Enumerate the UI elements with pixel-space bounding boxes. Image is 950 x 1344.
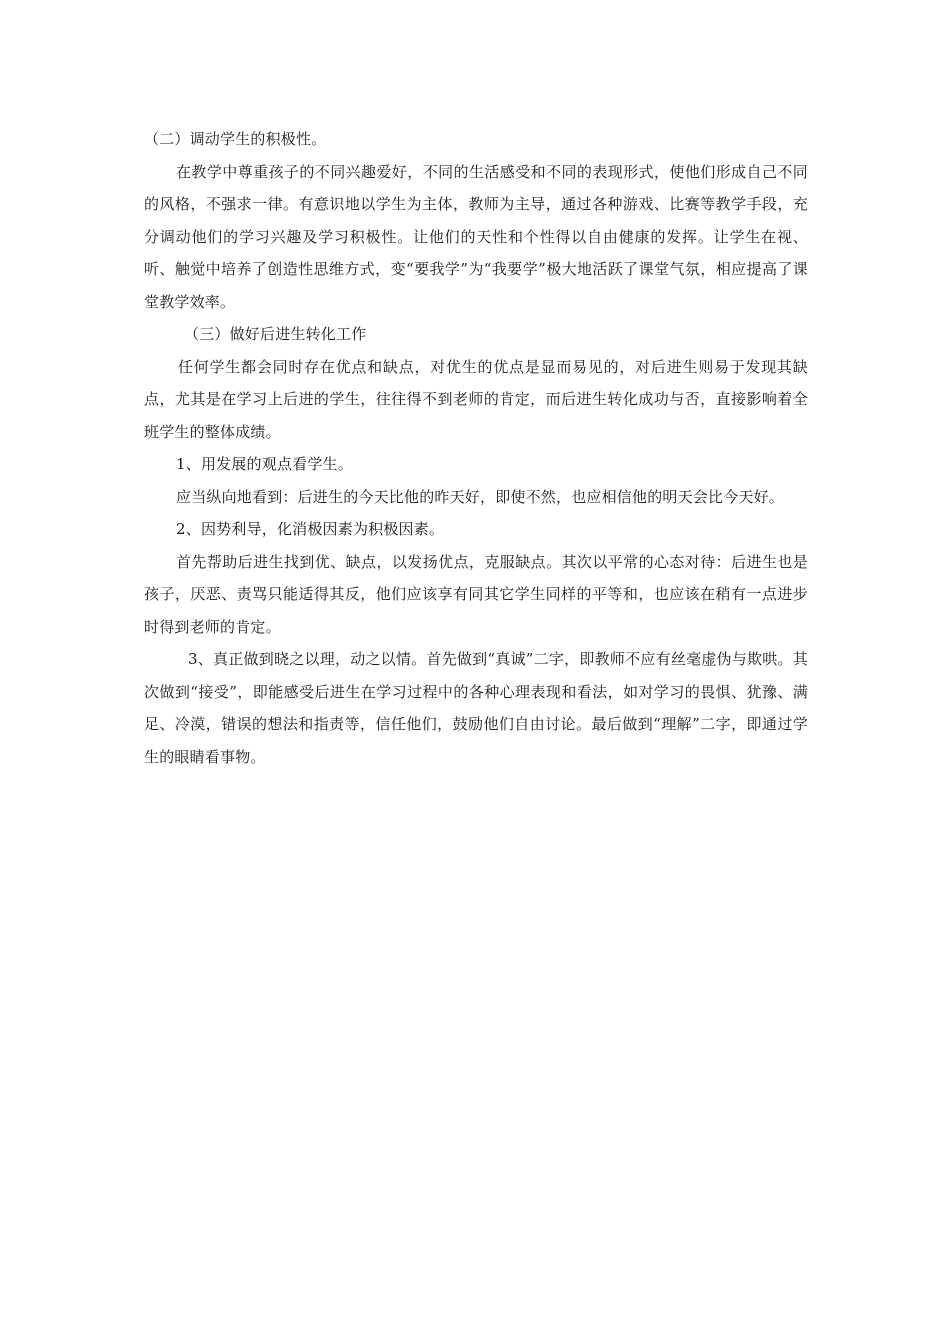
section-3-intro-paragraph: 任何学生都会同时存在优点和缺点，对优生的优点是显而易见的，对后进生则易于发现其缺点，尤其是在学习上后进的学生，往往得不到老师的肯定，而后进生转化成功与否，直接影响着全班学生的整体成绩。 bbox=[144, 357, 808, 441]
section-heading-3: （三）做好后进生转化工作 bbox=[184, 325, 367, 343]
section-heading-2: （二）调动学生的积极性。 bbox=[144, 130, 327, 148]
document-body bbox=[144, 123, 808, 773]
item-1-body: 应当纵向地看到：后进生的今天比他的昨天好，即使不然，也应相信他的明天会比今天好。 bbox=[176, 487, 785, 506]
item-2-title: 2、因势利导，化消极因素为积极因素。 bbox=[176, 520, 445, 538]
item-1-title: 1、用发展的观点看学生。 bbox=[176, 455, 353, 473]
item-3-paragraph: 3、真正做到晓之以理，动之以情。首先做到“真诚”二字，即教师不应有丝毫虚伪与欺哄。其次做到“接受”，即能感受后进生在学习过程中的各种心理表现和看法，如对学习的畏惧、犹豫、满足、冷漠，错误的想法和指责等，信任他们，鼓励他们自由讨论。最后做到“理解”二字，即通过学生的眼睛看事物。 bbox=[144, 650, 808, 766]
section-2-paragraph: 在教学中尊重孩子的不同兴趣爱好，不同的生活感受和不同的表现形式，使他们形成自己不同的风格，不强求一律。有意识地以学生为主体，教师为主导，通过各种游戏、比赛等教学手段，充分调动他们的学习兴趣及学习积极性。让他们的天性和个性得以自由健康的发挥。让学生在视、听、触觉中培养了创造性思维方式，变“要我学”为“我要学”极大地活跃了课堂气氛，相应提高了课堂教学效率。 bbox=[144, 162, 808, 311]
item-2-body: 首先帮助后进生找到优、缺点，以发扬优点，克服缺点。其次以平常的心态对待：后进生也是孩子，厌恶、责骂只能适得其反，他们应该享有同其它学生同样的平等和，也应该在稍有一点进步时得到老师的肯定。 bbox=[144, 552, 808, 636]
